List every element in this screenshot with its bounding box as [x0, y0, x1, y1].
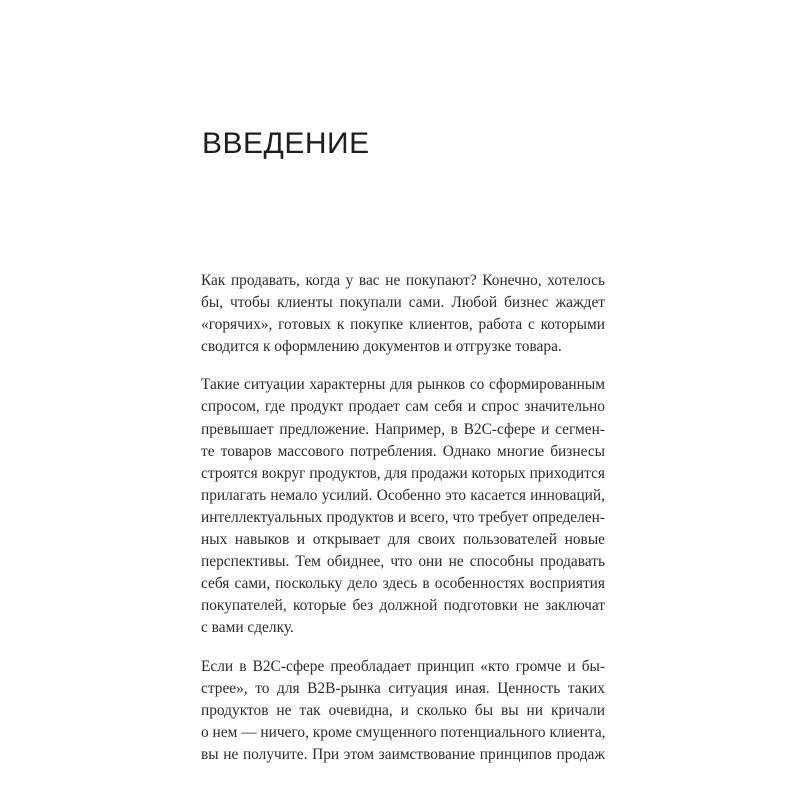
text-line: ных навыков и открывает для своих пользователей новые: [201, 531, 605, 549]
text-line: сводится к оформлению документов и отгрузке товара.: [201, 338, 562, 356]
text-line: Как продавать, когда у вас не покупают? Конечно, хотелось: [201, 272, 605, 289]
paragraph-2: [201, 374, 605, 639]
text-line: те товаров массового потребления. Однако многие бизнесы: [201, 442, 605, 460]
text-line: продуктов не так очевидна, и сколько бы вы ни кричали: [201, 701, 605, 719]
text-line: строятся вокруг продуктов, для продажи которых приходится: [201, 464, 605, 482]
text-line: Если в B2C-сфере преобладает принцип «кто громче и бы-: [201, 657, 605, 675]
text-line: «горячих», готовых к покупке клиентов, работа с которыми: [201, 316, 605, 334]
text-line: спросом, где продукт продает сам себя и спрос значительно: [201, 398, 605, 416]
text-line: прилагать немало усилий. Особенно это касается инноваций,: [201, 486, 605, 504]
chapter-title: ВВЕДЕНИЕ: [202, 127, 370, 160]
body-text: [201, 270, 605, 782]
text-line: о нем — ничего, кроме смущенного потенциального клиента,: [201, 723, 606, 741]
paragraph-1: [201, 270, 605, 358]
text-line: перспективы. Тем обиднее, что они не способны продавать: [201, 553, 605, 571]
text-line: себя сами, поскольку дело здесь в особенностях восприятия: [201, 575, 605, 593]
text-line: с вами сделку.: [201, 619, 294, 637]
text-line: вы не получите. При этом заимствование принципов продаж: [201, 745, 605, 763]
text-line: Такие ситуации характерны для рынков со сформированным: [201, 376, 605, 394]
text-line: покупателей, которые без должной подготовки не заключат: [201, 597, 605, 615]
text-line: превышает предложение. Например, в B2C-сфере и сегмен-: [201, 420, 605, 438]
paragraph-3: [201, 656, 605, 766]
text-line: бы, чтобы клиенты покупали сами. Любой бизнес жаждет: [201, 294, 605, 312]
text-line: интеллектуальных продуктов и всего, что требует определен-: [201, 508, 605, 526]
text-line: стрее», то для B2B-рынка ситуация иная. Ценность таких: [201, 679, 605, 697]
